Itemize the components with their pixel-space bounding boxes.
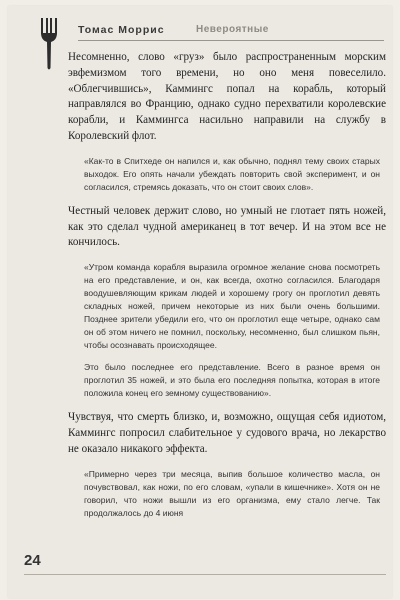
page-body bbox=[68, 50, 386, 520]
book-page bbox=[8, 6, 392, 598]
page-number: 24 bbox=[24, 552, 41, 569]
author-name: Томас Моррис bbox=[78, 24, 165, 36]
running-header bbox=[26, 16, 386, 46]
footer-divider bbox=[24, 574, 386, 575]
paragraph-1: Несомненно, слово «груз» было распространенным морским эвфемизмом того времени, но оно меня повеселило. «Облегчившись», Каммингс попал на корабль, который направлялся во Францию, однако судно перехватили королевские корабли, и Каммингса насильно направили на службу в Королевский флот. bbox=[68, 51, 386, 142]
quote-3: Это было последнее его представление. Всего в разное время он проглотил 35 ножей, и это была его последняя попытка, которая в итоге положила конец его земному существованию». bbox=[84, 362, 380, 399]
quote-2: «Утром команда корабля выразила огромное желание снова посмотреть на его представление, и он, как всегда, охотно согласился. Благодаря воодушевляющим крикам людей и хорошему грогу он проглотил девять складных ножей, причем некоторые из них были очень большими. Позднее зрители убедили его, что он проглотил еще четыре, однако сам он об этом ничего не помнил, поскольку, несомненно, был слишком пьян, чтобы осознавать происходящее. bbox=[84, 262, 380, 351]
paragraph-2: Честный человек держит слово, но умный не глотает пять ножей, как это сделал чудной американец в тот вечер. И на этом все не кончилось. bbox=[68, 204, 386, 249]
quote-1: «Как-то в Спитхеде он напился и, как обычно, поднял тему своих старых выходок. Его опять начали убеждать повторить свой эксперимент, и он согласился, стремясь доказать, что он стоит своих слов». bbox=[84, 155, 380, 192]
paragraph-3: Чувствуя, что смерть близко, и, возможно, ощущая себя идиотом, Каммингс попросил слабительное у судового врача, но лекарство не оказало никакого эффекта. bbox=[68, 411, 386, 455]
quote-4: «Примерно через три месяца, выпив большое количество масла, он почувствовал, как ножи, по его словам, «упали в кишечнике». Хотя он не говорил, что ножи вышли из его организма, ему стало легче. Так продолжалось до 4 июня bbox=[84, 468, 380, 518]
running-title: Невероятные bbox=[196, 24, 269, 35]
header-divider bbox=[78, 40, 384, 41]
fork-icon bbox=[38, 16, 60, 72]
